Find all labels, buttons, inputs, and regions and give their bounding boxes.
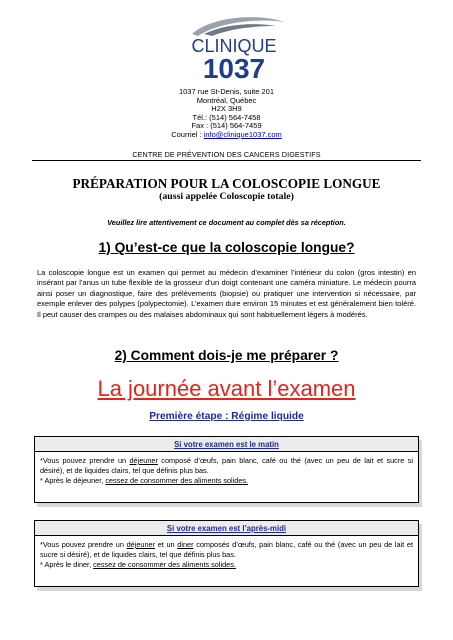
page-subtitle: (aussi appelée Coloscopie totale) <box>159 191 294 202</box>
morning-box-header <box>35 437 418 452</box>
contact-block <box>0 88 453 140</box>
text-segment: *Vous pouvez prendre un <box>40 540 127 549</box>
meal-term: déjeuner <box>129 456 158 465</box>
meal-term: déjeuner <box>126 540 156 549</box>
afternoon-instruction-2 <box>40 560 413 570</box>
page-title: PRÉPARATION POUR LA COLOSCOPIE LONGUE <box>72 176 381 191</box>
text-segment: et un <box>155 540 178 549</box>
logo-text-clinique: CLINIQUE <box>191 36 277 56</box>
phone-number: Tél.: (514) 564-7458 <box>192 112 261 122</box>
stop-solids-text: cessez de consommer des aliments solides. <box>93 560 236 570</box>
morning-instruction-1 <box>40 456 413 476</box>
text-segment: * Après le diner, <box>40 560 94 570</box>
city-line: Montréal, Québec <box>196 95 257 105</box>
fax-number: Fax : (514) 564-7459 <box>191 121 262 131</box>
centre-name: CENTRE DE PRÉVENTION DES CANCERS DIGESTIFS <box>132 150 321 159</box>
email-label: Courriel : <box>171 129 204 139</box>
section-1-heading: 1) Qu’est-ce que la coloscopie longue? <box>98 240 355 255</box>
clinic-logo-graphic <box>174 12 294 82</box>
afternoon-box-body <box>35 536 418 571</box>
step-1-heading: Première étape : Régime liquide <box>149 411 304 422</box>
clinic-logo <box>174 12 294 82</box>
afternoon-instruction-1 <box>40 540 413 560</box>
reading-instruction: Veuillez lire attentivement ce document au complet dès sa réception. <box>107 218 346 227</box>
afternoon-exam-box <box>34 520 419 587</box>
morning-exam-box <box>34 436 419 503</box>
address-line: 1037 rue St-Denis, suite 201 <box>178 87 275 96</box>
postal-code: H2X 3H9 <box>211 104 242 114</box>
email-line <box>0 131 453 140</box>
logo-text-1037: 1037 <box>202 53 266 82</box>
stop-solids-text: cessez de consommer des aliments solides. <box>105 476 249 486</box>
meal-term: diner <box>177 540 194 549</box>
section-2-heading: 2) Comment dois-je me préparer ? <box>114 348 339 363</box>
morning-instruction-2 <box>40 476 413 486</box>
email-link[interactable]: info@clinique1037.com <box>203 129 282 139</box>
divider <box>32 160 421 161</box>
text-segment: * Après le déjeuner, <box>40 476 106 486</box>
text-segment: composé d’œufs, pain blanc, café ou thé (avec un peu de lait et sucre si désiré), et de liquides clairs, tel que définis plus bas. <box>40 456 413 476</box>
text-segment: *Vous pouvez prendre un <box>40 456 130 465</box>
afternoon-box-header <box>35 521 418 536</box>
afternoon-box-title: Si votre examen est l’après-midi <box>166 524 287 533</box>
day-before-heading: La journée avant l’examen <box>97 376 356 401</box>
section-1-text: La coloscopie longue est un examen qui permet au médecin d’examiner l’intérieur du colon (gros intestin) en insérant par l’anus un tube flexible de la grosseur d’un doigt contenant une caméra miniature. Le médecin pourra ainsi poser un diagnostique, faire des prélèvements (biopsie) ou pratiquer une intervention si nécessaire, par exemple enlever des polypes (polypectomie). L’examen dure environ 15 minutes et est généralement bien toléré. Il peut causer des crampes ou des malaises abdominaux qui sont habituellement légers à modérés. <box>37 268 416 319</box>
text-segment: composés d’œufs, pain blanc, café ou thé (avec un peu de lait et sucre si désiré), et de liquides clairs, tel que définis plus bas. <box>40 540 413 560</box>
morning-box-title: Si votre examen est le matin <box>174 440 279 449</box>
morning-box-body <box>35 452 418 487</box>
